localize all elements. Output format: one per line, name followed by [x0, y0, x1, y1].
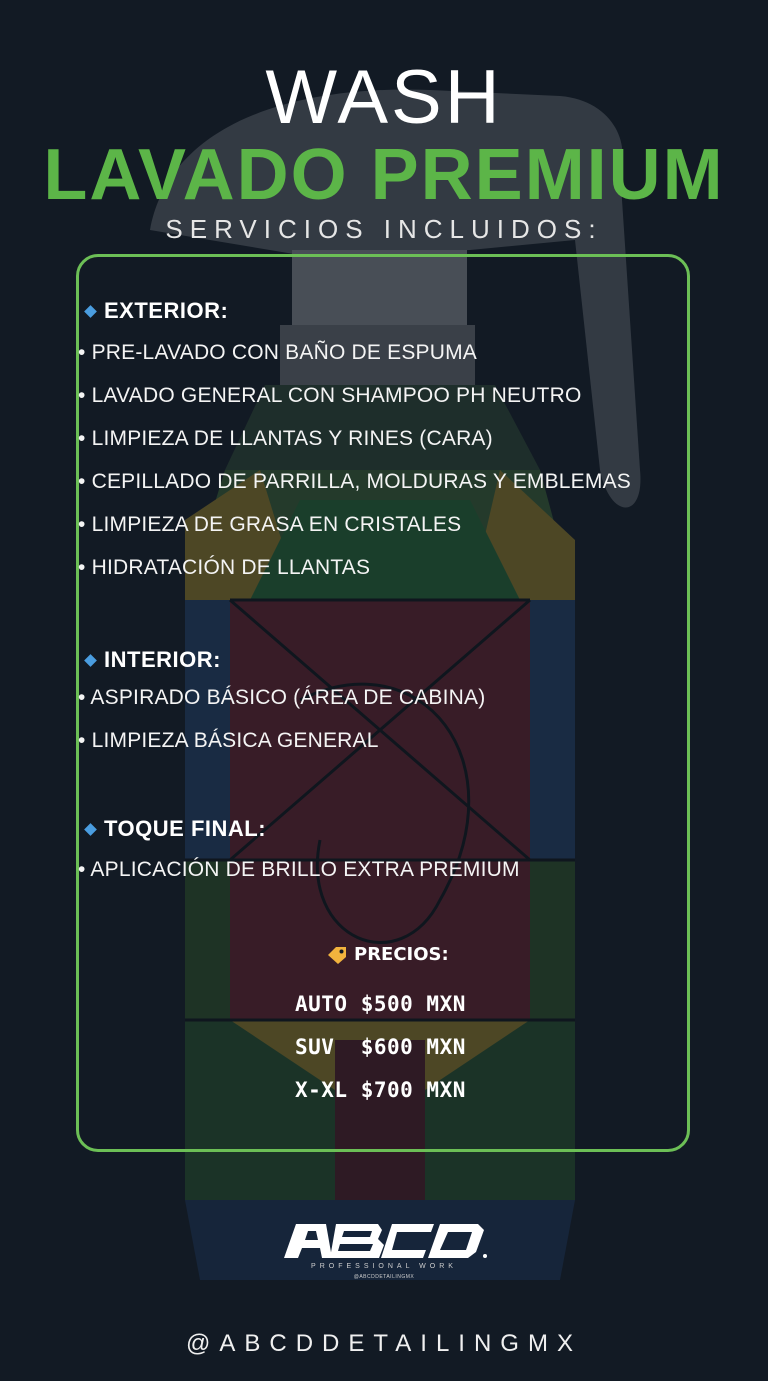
- title-wash: WASH: [265, 55, 503, 140]
- list-item: • LIMPIEZA BÁSICA GENERAL: [78, 729, 379, 752]
- diamond-bullet-icon: [84, 823, 97, 836]
- list-item: • PRE-LAVADO CON BAÑO DE ESPUMA: [78, 341, 478, 364]
- section-heading-label: INTERIOR:: [104, 647, 221, 672]
- prices-heading-label: PRECIOS:: [354, 944, 449, 965]
- logo-tagline: PROFESSIONAL WORK: [311, 1263, 457, 1270]
- section-heading-exterior: [82, 298, 228, 324]
- price-row-auto: AUTO $500 MXN: [295, 992, 466, 1016]
- list-item: • HIDRATACIÓN DE LLANTAS: [78, 556, 371, 579]
- list-item: • CEPILLADO DE PARRILLA, MOLDURAS Y EMBLEMAS: [78, 470, 631, 493]
- footer-handle: @ABCDDETAILINGMX: [186, 1330, 582, 1357]
- list-item: • LIMPIEZA DE LLANTAS Y RINES (CARA): [78, 427, 493, 450]
- section-heading-final: [82, 816, 266, 842]
- diamond-bullet-icon: [84, 305, 97, 318]
- tag-icon: [326, 945, 348, 965]
- price-row-xxl: X-XL $700 MXN: [295, 1078, 466, 1102]
- section-heading-interior: [82, 647, 221, 673]
- list-item: • LIMPIEZA DE GRASA EN CRISTALES: [78, 513, 462, 536]
- services-caption: SERVICIOS INCLUIDOS:: [165, 214, 603, 244]
- section-heading-label: EXTERIOR:: [104, 298, 229, 323]
- prices-heading: [326, 944, 449, 965]
- price-row-suv: SUV $600 MXN: [295, 1035, 466, 1059]
- list-item: • LAVADO GENERAL CON SHAMPOO PH NEUTRO: [78, 384, 582, 407]
- list-item: • ASPIRADO BÁSICO (ÁREA DE CABINA): [78, 686, 486, 709]
- diamond-bullet-icon: [84, 654, 97, 667]
- logo-social-handle: @ABCDDETAILINGMX: [353, 1274, 415, 1280]
- title-lavado-premium: LAVADO PREMIUM: [43, 135, 725, 215]
- section-heading-label: TOQUE FINAL:: [104, 816, 267, 841]
- list-item: • APLICACIÓN DE BRILLO EXTRA PREMIUM: [78, 858, 520, 881]
